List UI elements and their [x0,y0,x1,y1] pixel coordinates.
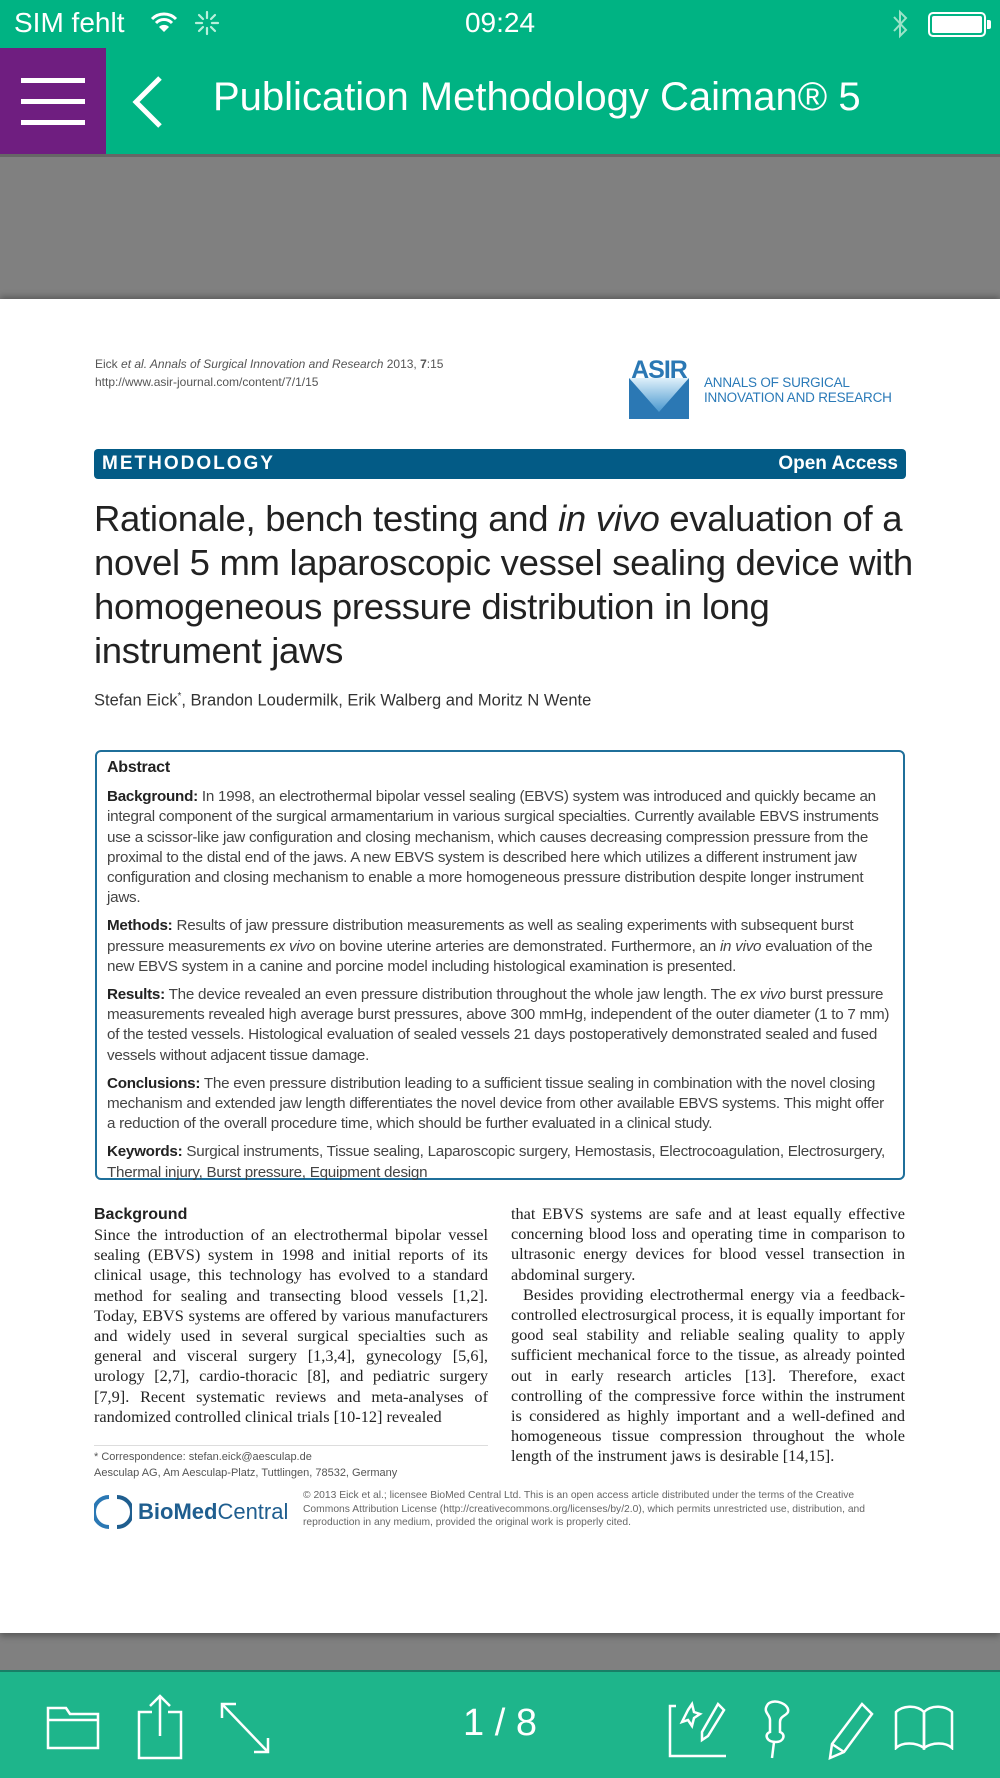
nav-bar [0,48,1000,154]
svg-text:ASIR: ASIR [631,356,687,384]
body-column-left [94,1205,488,1427]
back-button[interactable] [128,74,168,130]
section-heading: Background [94,1206,188,1223]
abstract-background: Background: In 1998, an electrothermal bipolar vessel sealing (EBVS) system was introduced and quickly became an integral component of the surgical armamentarium in various surgical specialties. Currently available EBVS instruments use a scissor-like jaw configuration and closing mechanism, which causes decreasing compression pressure from the proximal to the distal end of the jaws. A new EBVS system is described here which utilizes a different instrument jaw configuration and closing mechanism to enable a more homogeneous pressure distribution despite longer instrument jaws. [107,788,879,907]
abstract-methods: Methods: Results of jaw pressure distribution measurements as well as sealing experiments with subsequent burst pressure measurements ex vivo on bovine uterine arteries are demonstrated. Furthermore, an in vivo evaluation of the new EBVS system in a canine and porcine model including histological examination is presented. [107,917,873,975]
abstract-box [95,750,905,1180]
body-paragraph: that EBVS systems are safe and at least equally effective concerning blood loss and operating time in comparison to ultrasonic energy devices for blood vessel transection in abdominal surgery. [511,1204,905,1284]
citation-url: http://www.asir-journal.com/content/7/1/15 [95,375,319,389]
footnote-divider [94,1445,488,1446]
abstract-heading: Abstract [107,759,170,776]
annotate-bookmark-icon[interactable] [666,1700,726,1763]
status-bar [0,0,1000,48]
bluetooth-icon [890,8,910,45]
clock: 09:24 [464,7,536,38]
biomed-central-icon [94,1493,132,1531]
license-text: © 2013 Eick et al.; licensee BioMed Central Ltd. This is an open access article distributed under the terms of the Creative Commons Attribution License (http://creativecommons.org/licenses/by/2.0), which permits unrestricted use, distribution, and reproduction in any medium, provided the original work is properly cited. [303,1490,866,1528]
author-list: Stefan Eick*, Brandon Loudermilk, Erik Walberg and Moritz N Wente [94,691,592,710]
pencil-icon[interactable] [826,1700,874,1765]
article-type-bar [94,449,906,479]
body-paragraph: Besides providing electrothermal energy via a feedback-controlled electrosurgical process, it is equally important for good seal stability and reliable sealing quality to apply sufficient mechanical force to the tissue, as already pointed out in early research articles [13]. Therefore, exact controlling of the compressive force within the instrument is considered as highly important and a well-defined and homogeneous tissue compression throughout the whole length of the instrument jaws is desirable [14,15]. [511,1284,905,1466]
hamburger-menu-icon [21,78,85,83]
article-title: Rationale, bench testing and in vivo evaluation of a novel 5 mm laparoscopic vessel sealing device with homogeneous pressure distribution in long instrument jaws [94,498,913,671]
open-access-label: Open Access [778,453,898,474]
pdf-viewer[interactable] [0,157,1000,1670]
correspondence-note: * Correspondence: stefan.eick@aesculap.de Aesculap AG, Am Aesculap-Platz, Tuttlingen, 78532, Germany [94,1451,398,1479]
battery-icon [928,12,986,37]
bottom-toolbar [0,1670,1000,1778]
publisher-logo: BioMed Central [94,1493,288,1531]
journal-logo [628,354,690,420]
abstract-conclusions: Conclusions: The even pressure distribution leading to a sufficient tissue sealing in combination with the novel closing mechanism and extended jaw length differentiates the novel device from other available EBVS systems. This might offer a reduction of the overall procedure time, which should be further evaluated in a clinical study. [107,1074,884,1133]
article-type: METHODOLOGY [102,453,275,474]
carrier-label: SIM fehlt [14,7,125,38]
pin-icon[interactable] [756,1698,796,1765]
body-paragraph: Since the introduction of an electrothermal bipolar vessel sealing (EBVS) system in 1998 and initial reports of its clinical usage, this technology has evolved to a standard method for sealing and transecting blood vessels [1,2]. Today, EBVS systems are offered by various manufacturers and widely used in several surgical specialties such as general and visceral surgery [1,3,4], gynecology [5,6], urology [2,7], cardio-thoracic [8], and pediatric surgery [7,9]. Recent systematic reviews and meta-analyses of randomized controlled clinical trials [10-12] revealed [94,1225,488,1426]
chevron-left-icon [128,74,168,130]
abstract-keywords: Keywords: Surgical instruments, Tissue sealing, Laparoscopic surgery, Hemostasis, Electrocoagulation, Electrosurgery, Thermal injury, Burst pressure, Equipment design [107,1143,886,1181]
menu-button[interactable] [0,48,106,154]
journal-name: ANNALS OF SURGICAL INNOVATION AND RESEARCH [704,375,892,405]
body-column-right [511,1204,905,1467]
pdf-page[interactable] [0,299,1000,1633]
abstract-results: Results: The device revealed an even pressure distribution throughout the whole jaw length. The ex vivo burst pressure measurements revealed high average burst pressures, above 300 mmHg, independent of the outer diameter (1 to 7 mm) of the tested vessels. Histological evaluation of sealed vessels 21 days postoperatively demonstrated sealed and fused vessels without adjacent tissue damage. [107,986,890,1064]
citation-header: Eick et al. Annals of Surgical Innovation and Research 2013, 7:15 http://www.asir-journal.com/content/7/1/15 [95,357,444,389]
book-icon[interactable] [894,1704,954,1755]
page-title: Publication Methodology Caiman® 5 [213,75,861,119]
page-indicator: 1 / 8 [463,1702,537,1744]
